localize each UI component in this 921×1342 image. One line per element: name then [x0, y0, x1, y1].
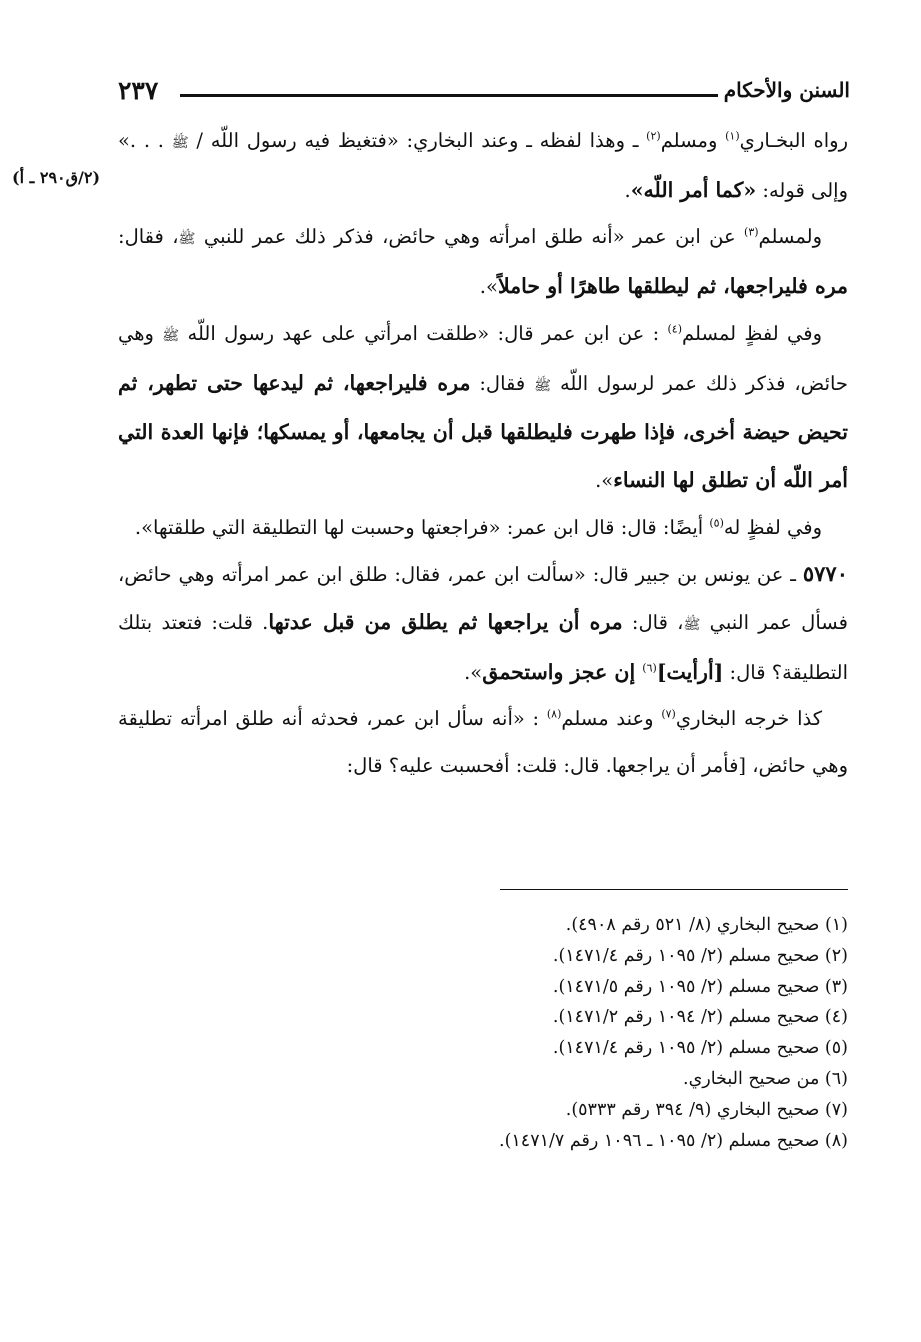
footnote-5: (٥) صحيح مسلم (٢/ ١٠٩٥ رقم ١٤٧١/٤).	[552, 1038, 848, 1059]
footnote-separator	[500, 889, 848, 890]
bold-quote: إن عجز واستحمق	[482, 659, 643, 684]
footnote-4: (٤) صحيح مسلم (٢/ ١٠٩٤ رقم ١٤٧١/٢).	[552, 1007, 848, 1028]
main-text	[118, 118, 848, 790]
salla-glyph: ﷺ	[534, 377, 552, 394]
text: وفي لفظٍ لمسلم	[682, 321, 822, 345]
paragraph-2	[118, 214, 848, 310]
text: ـ عن يونس بن جبير قال: «سألت ابن عمر، فقال: طلق ابن عمر امرأته وهي حائض، فسأل عمر النبي	[118, 563, 848, 635]
text: . قلت: فتعتد بتلك التطليقة؟ قال:	[118, 611, 848, 684]
footnote-ref: (٨)	[546, 707, 562, 721]
page-header	[118, 78, 850, 118]
text: ».	[595, 468, 614, 492]
text: ، قال:	[622, 611, 684, 635]
text: وفي لفظٍ له	[723, 515, 822, 539]
margin-manuscript-note: (٢/ق٢٩٠ ـ أ)	[12, 168, 101, 187]
footnote-ref: (٧)	[661, 707, 676, 721]
text: وعند مسلم	[561, 707, 662, 731]
bold-quote: «كما أمر اللّه»	[630, 177, 757, 202]
footnote-ref: (٥)	[709, 516, 724, 530]
paragraph-4	[118, 505, 848, 552]
footnote-8: (٨) صحيح مسلم (٢/ ١٠٩٥ ـ ١٠٩٦ رقم ١٤٧١/٧).	[499, 1130, 848, 1151]
footnote-ref: (١)	[725, 129, 740, 143]
text: ولمسلم	[758, 225, 822, 249]
footnote-ref: (٤)	[667, 322, 683, 336]
header-rule	[180, 94, 718, 97]
text: فقال:	[470, 371, 535, 395]
footnote-ref: (٦)	[642, 661, 657, 675]
salla-glyph: ﷺ	[162, 327, 180, 344]
text: ، فقال:	[118, 225, 179, 249]
text: وهي حائض، فذكر ذلك عمر لرسول اللّه	[118, 321, 848, 395]
text: ومسلم	[660, 129, 726, 152]
text: كذا خرجه البخاري	[675, 707, 823, 731]
text: أيضًا: قال: قال ابن عمر: «فراجعتها وحسبت لها التطليقة التي طلقتها».	[134, 515, 710, 539]
paragraph-1	[118, 118, 848, 214]
salla-glyph: ﷺ	[171, 135, 189, 151]
salla-glyph: ﷺ	[178, 231, 196, 248]
text: : «أنه سأل ابن عمر، فحدثه أنه طلق امرأته تطليقة وهي حائض، [فأمر أن يراجعها. قال: قلت: أفحسبت عليه؟ قال:	[118, 707, 848, 778]
text: . . .» وإلى قوله:	[118, 129, 848, 202]
salla-glyph: ﷺ	[683, 617, 701, 634]
bold-quote: مره فليراجعها، ثم ليطلقها طاهرًا أو حاملاً	[497, 274, 848, 299]
footnote-2: (٢) صحيح مسلم (٢/ ١٠٩٥ رقم ١٤٧١/٤).	[552, 945, 848, 966]
paragraph-6	[118, 696, 848, 789]
paragraph-3	[118, 311, 848, 505]
text: .	[624, 178, 631, 202]
footnote-6: (٦) من صحيح البخاري.	[683, 1068, 848, 1089]
hadith-number: ٥٧٧٠	[802, 561, 848, 587]
text: رواه البخـاري	[739, 129, 849, 152]
footnotes	[118, 910, 848, 1156]
text: ».	[479, 275, 498, 299]
page-number: ٢٣٧	[118, 76, 159, 105]
text: عن ابن عمر «أنه طلق امرأته وهي حائض، فذكر ذلك عمر للنبي	[195, 225, 745, 249]
bold-quote: مره أن يراجعها ثم يطلق من قبل عدتها	[268, 610, 623, 635]
book-title: السنن والأحكام	[723, 78, 850, 102]
footnote-ref: (٢)	[646, 129, 661, 143]
footnote-3: (٣) صحيح مسلم (٢/ ١٠٩٥ رقم ١٤٧١/٥).	[552, 976, 848, 997]
text: : عن ابن عمر قال: «طلقت امرأتي على عهد رسول اللّه	[179, 321, 668, 345]
text: ».	[464, 660, 483, 684]
footnote-ref: (٣)	[744, 225, 759, 239]
footnote-1: (١) صحيح البخاري (٨/ ٥٢١ رقم ٤٩٠٨).	[565, 915, 848, 935]
text: ـ وهذا لفظه ـ وعند البخاري: «فتغيظ فيه رسول اللّه /	[188, 129, 647, 152]
paragraph-5-hadith	[118, 551, 848, 696]
bold-quote: مره فليراجعها، ثم ليدعها حتى تطهر، ثم تحيض حيضة أخرى، فإذا طهرت فليطلقها قبل أن يجامعها، أو يمسكها؛ فإنها العدة التي أمر اللّه أن تطلق لها النساء	[118, 370, 848, 492]
bold-quote: [أرأيت]	[656, 659, 724, 684]
footnote-7: (٧) صحيح البخاري (٩/ ٣٩٤ رقم ٥٣٣٣).	[565, 1099, 848, 1120]
